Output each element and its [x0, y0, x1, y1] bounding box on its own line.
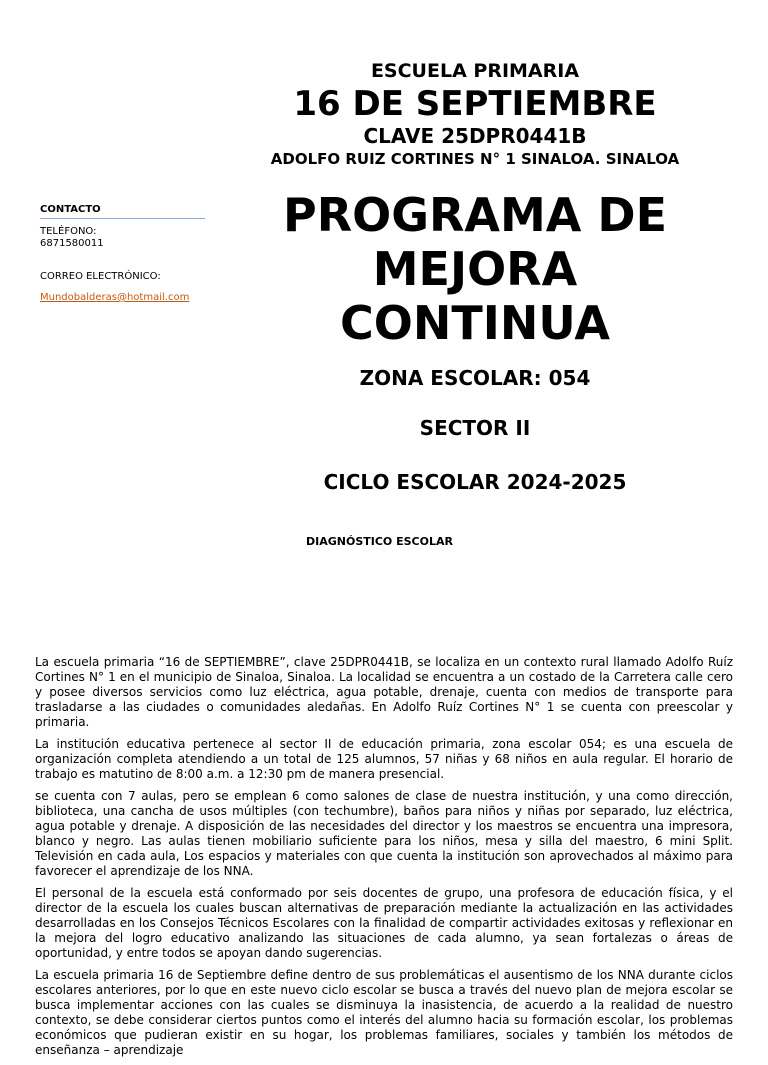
- contact-sidebar: [40, 204, 205, 304]
- school-address: ADOLFO RUIZ CORTINES N° 1 SINALOA. SINALOA: [270, 150, 680, 168]
- paragraph: La institución educativa pertenece al sector II de educación primaria, zona escolar 054; es una escuela de organización completa atendiendo a un total de 125 alumnos, 57 niñas y 68 niños en aula regular. El horario de trabajo es matutino de 8:00 a.m. a 12:30 pm de manera presencial.: [35, 737, 733, 781]
- contact-title: CONTACTO: [40, 204, 205, 219]
- school-zone: ZONA ESCOLAR: 054: [359, 366, 591, 390]
- diagnostic-heading: DIAGNÓSTICO ESCOLAR: [306, 535, 453, 548]
- program-title: [220, 188, 730, 350]
- email-label: CORREO ELECTRÓNICO:: [40, 271, 161, 282]
- paragraph: se cuenta con 7 aulas, pero se emplean 6 como salones de clase de nuestra institución, y una como dirección, biblioteca, una cancha de usos múltiples (con techumbre), baños para niños y niñas por separado, luz eléctrica, agua potable y drenaje. A disposición de las necesidades del director y los maestros se encuentra una impresora, blanco y negro. Las aulas tienen mobiliario suficiente para los niños, mesa y silla del maestro, 6 mini Split. Televisión en cada aula, Los espacios y materiales con que cuenta la institución son aprovechados al máximo para favorecer el aprendizaje de los NNA.: [35, 789, 733, 878]
- phone-value: 6871580011: [40, 238, 104, 249]
- paragraph: El personal de la escuela está conformado por seis docentes de grupo, una profesora de educación física, y el director de la escuela los cuales buscan alternativas de preparación mediante la actualización en las actividades desarrolladas en los Consejos Técnicos Escolares con la finalidad de compartir actividades exitosas y reflexionar en la mejora del logro educativo analizando las situaciones de cada alumno, ya sean fortalezas o áreas de oportunidad, y entre todos se apoyan dando sugerencias.: [35, 886, 733, 960]
- school-cycle: CICLO ESCOLAR 2024-2025: [323, 470, 627, 494]
- school-type-heading: ESCUELA PRIMARIA: [370, 60, 580, 82]
- program-title-line2: MEJORA: [372, 242, 578, 296]
- diagnostic-body: [35, 655, 733, 1065]
- school-code-heading: CLAVE 25DPR0441B: [363, 124, 587, 148]
- school-sector: SECTOR II: [419, 416, 531, 440]
- phone-label: TELÉFONO:: [40, 226, 97, 237]
- paragraph: La escuela primaria “16 de SEPTIEMBRE”, clave 25DPR0441B, se localiza en un contexto rural llamado Adolfo Ruíz Cortines N° 1 en el municipio de Sinaloa, Sinaloa. La localidad se encuentra a un costado de la Carretera calle cero y posee diversos servicios como luz eléctrica, agua potable, drenaje, cuenta con medios de transporte para trasladarse a las ciudades o comunidades aledañas. En Adolfo Ruíz Cortines N° 1 se cuenta con preescolar y primaria.: [35, 655, 733, 729]
- program-title-line3: CONTINUA: [340, 296, 610, 350]
- school-name-heading: 16 DE SEPTIEMBRE: [293, 84, 657, 124]
- email-link[interactable]: Mundobalderas@hotmail.com: [40, 292, 190, 303]
- program-title-line1: PROGRAMA DE: [282, 188, 667, 242]
- paragraph: La escuela primaria 16 de Septiembre define dentro de sus problemáticas el ausentismo de los NNA durante ciclos escolares anteriores, por lo que en este nuevo ciclo escolar se busca a través del nuevo plan de mejora escolar se busca implementar acciones con las cuales se disminuya la inasistencia, de acuerdo a la realidad de nuestro contexto, se debe considerar ciertos puntos como el interés del alumno hacia su formación escolar, los problemas económicos que pudieran existir en su hogar, los problemas familiares, sociales y también los métodos de enseñanza – aprendizaje: [35, 968, 733, 1057]
